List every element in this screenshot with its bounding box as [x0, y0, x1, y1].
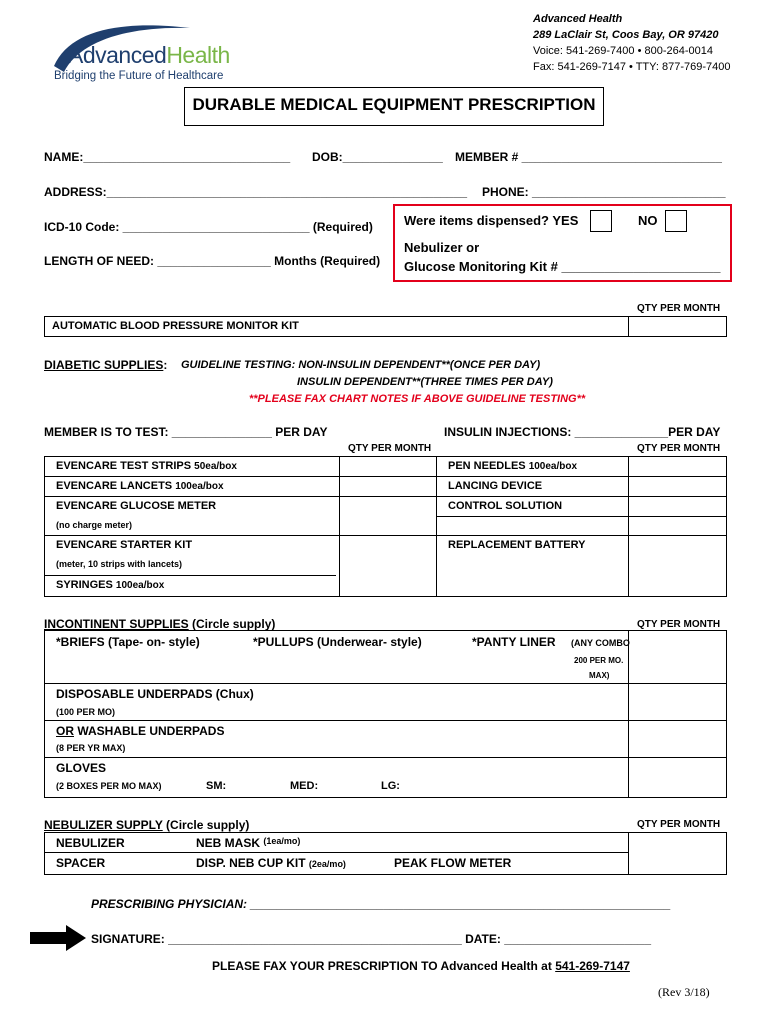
revision-label: (Rev 3/18) [658, 985, 710, 999]
diabetic-left-item: EVENCARE STARTER KIT [56, 539, 193, 551]
right-item-sub: 100ea/box [528, 461, 578, 472]
length-of-need-field[interactable]: LENGTH OF NEED: _________________ Months (Required) [44, 254, 381, 268]
diabetic-right-item: REPLACEMENT BATTERY [448, 539, 586, 551]
bp-qty-header: QTY PER MONTH [637, 303, 721, 314]
neb-cup-kit-option[interactable] [196, 856, 346, 870]
combo-note-1: (ANY COMBO [571, 638, 630, 648]
gloves-sm-field[interactable]: SM: [206, 780, 227, 792]
diabetic-right-item: LANCING DEVICE [448, 480, 543, 492]
left-item-sub: 100ea/box [175, 481, 224, 492]
combo-note-3: MAX) [589, 671, 610, 680]
nebulizer-option[interactable]: NEBULIZER [56, 836, 125, 850]
nebulizer-heading-text: NEBULIZER SUPPLY [44, 818, 163, 832]
diabetic-heading-text: DIABETIC SUPPLIES [44, 358, 164, 372]
washable-label: WASHABLE UNDERPADS [74, 724, 225, 738]
diabetic-right-item: CONTROL SOLUTION [448, 500, 563, 512]
prescribing-physician-field[interactable]: PRESCRIBING PHYSICIAN: _______________________________________________________________ [91, 897, 671, 911]
logo-brand-secondary: Health [166, 42, 230, 68]
left-item-name: SYRINGES [56, 579, 116, 591]
nebulizer-label: Nebulizer or [404, 240, 480, 255]
logo-tagline: Bridging the Future of Healthcare [54, 70, 224, 82]
nebulizer-heading [44, 818, 249, 832]
incontinent-heading-text: INCONTINENT SUPPLIES [44, 617, 189, 631]
left-item-sub: 50ea/box [194, 461, 237, 472]
glucose-kit-field[interactable]: Glucose Monitoring Kit # ______________________ [404, 259, 721, 274]
right-item-name: PEN NEEDLES [448, 460, 529, 472]
diabetic-left-note: (no charge meter) [56, 520, 133, 530]
arrow-right-icon [30, 925, 86, 951]
no-checkbox[interactable] [665, 210, 687, 232]
qty-header-right: QTY PER MONTH [637, 443, 721, 454]
guideline-line-1: GUIDELINE TESTING: NON-INSULIN DEPENDENT**(ONCE PER DAY) [181, 359, 541, 371]
icd-field[interactable]: ICD-10 Code: ____________________________ (Required) [44, 220, 373, 234]
signature-date-field[interactable]: SIGNATURE: ____________________________________________ DATE: ______________________ [91, 932, 652, 946]
insulin-injections-field[interactable]: INSULIN INJECTIONS: ______________PER DAY [444, 425, 721, 439]
logo [50, 20, 260, 86]
gloves-item: GLOVES [56, 761, 107, 775]
left-item-name: EVENCARE TEST STRIPS [56, 460, 195, 472]
org-address: 289 LaClair St, Coos Bay, OR 97420 [533, 29, 719, 41]
fax-instruction [212, 959, 630, 973]
or-label: OR [56, 724, 74, 738]
dispensed-no-label: NO [638, 213, 658, 228]
yes-checkbox[interactable] [590, 210, 612, 232]
fax-chart-note: **PLEASE FAX CHART NOTES IF ABOVE GUIDELINE TESTING** [249, 393, 586, 405]
incontinent-circle: (Circle supply) [188, 617, 276, 631]
logo-brand-primary: Advanced [68, 42, 167, 68]
incontinent-heading [44, 617, 275, 631]
briefs-option[interactable]: *BRIEFS (Tape- on- style) [56, 635, 200, 649]
diabetic-heading-colon: : [163, 358, 168, 372]
panty-liner-option[interactable]: *PANTY LINER [472, 635, 556, 649]
fax-instruction-text: PLEASE FAX YOUR PRESCRIPTION TO Advanced Health at [212, 959, 556, 973]
diabetic-left-item: EVENCARE GLUCOSE METER [56, 500, 217, 512]
pullups-option[interactable]: *PULLUPS (Underwear- style) [253, 635, 422, 649]
diabetic-left-item [56, 480, 224, 492]
phone-field[interactable]: PHONE: _____________________________ [482, 185, 726, 199]
incontinent-table [44, 630, 727, 798]
peak-flow-option[interactable]: PEAK FLOW METER [394, 856, 512, 870]
org-voice: Voice: 541-269-7400 • 800-264-0014 [533, 45, 713, 57]
bp-item-label: AUTOMATIC BLOOD PRESSURE MONITOR KIT [52, 320, 299, 332]
gloves-lg-field[interactable]: LG: [381, 780, 400, 792]
page-title: DURABLE MEDICAL EQUIPMENT PRESCRIPTION [192, 95, 596, 114]
neb-mask-label: NEB MASK [196, 836, 264, 850]
neb-mask-option[interactable] [196, 836, 300, 850]
incontinent-qty-header: QTY PER MONTH [637, 619, 721, 630]
address-field[interactable]: ADDRESS:______________________________________________________ [44, 185, 468, 199]
member-test-field[interactable]: MEMBER IS TO TEST: _______________ PER DAY [44, 425, 328, 439]
underpads-note: (100 PER MO) [56, 707, 116, 717]
diabetic-heading [44, 358, 167, 372]
fax-number: 541-269-7147 [555, 959, 630, 973]
nebulizer-qty-header: QTY PER MONTH [637, 819, 721, 830]
name-field[interactable]: NAME:_______________________________ [44, 150, 291, 164]
underpads-item: DISPOSABLE UNDERPADS (Chux) [56, 687, 254, 701]
guideline-line-2: INSULIN DEPENDENT**(THREE TIMES PER DAY) [297, 376, 553, 388]
dob-field[interactable]: DOB:_______________ [312, 150, 443, 164]
cup-kit-label: DISP. NEB CUP KIT [196, 856, 309, 870]
org-name: Advanced Health [533, 13, 623, 25]
member-field[interactable]: MEMBER # ______________________________ [455, 150, 722, 164]
spacer-option[interactable]: SPACER [56, 856, 106, 870]
diabetic-left-item [56, 579, 164, 591]
gloves-med-field[interactable]: MED: [290, 780, 319, 792]
combo-note-2: 200 PER MO. [574, 656, 624, 665]
washable-note: (8 PER YR MAX) [56, 743, 126, 753]
diabetic-left-item [56, 460, 237, 472]
neb-mask-note: (1ea/mo) [263, 836, 301, 846]
cup-kit-note: (2ea/mo) [308, 859, 346, 869]
gloves-note: (2 BOXES PER MO MAX) [56, 781, 162, 791]
left-item-name: EVENCARE LANCETS [56, 480, 176, 492]
left-item-sub: 100ea/box [115, 580, 165, 591]
diabetic-left-note: (meter, 10 strips with lancets) [56, 559, 183, 569]
nebulizer-table [44, 832, 727, 875]
nebulizer-circle: (Circle supply) [162, 818, 250, 832]
dispensed-question: Were items dispensed? YES [404, 213, 579, 228]
diabetic-right-item [448, 460, 577, 472]
washable-item [56, 724, 224, 738]
qty-header-left: QTY PER MONTH [348, 443, 432, 454]
org-fax: Fax: 541-269-7147 • TTY: 877-769-7400 [533, 61, 731, 73]
